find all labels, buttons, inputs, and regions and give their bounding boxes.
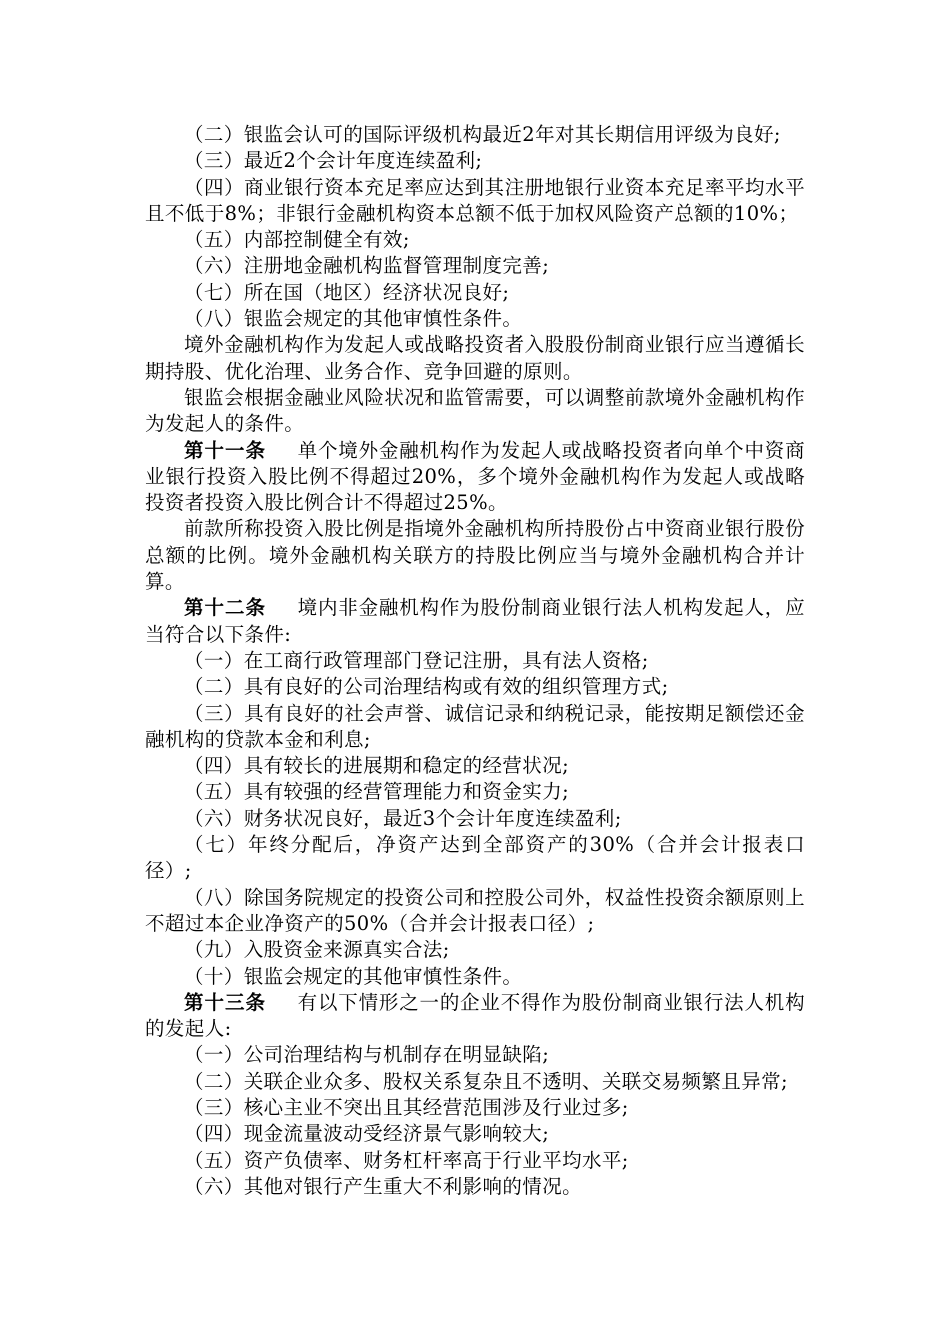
document-body [145, 122, 805, 1200]
paragraph-text: （四）商业银行资本充足率应达到其注册地银行业资本充足率平均水平且不低于8%；非银行金融机构资本总额不低于加权风险资产总额的10%； [145, 175, 805, 225]
paragraph-text: 单个境外金融机构作为发起人或战略投资者向单个中资商业银行投资入股比例不得超过20%，多个境外金融机构作为发起人或战略投资者投资入股比例合计不得超过25%。 [145, 438, 805, 515]
paragraph-text: （二）银监会认可的国际评级机构最近2年对其长期信用评级为良好; [184, 123, 781, 146]
document-paragraph [145, 253, 805, 279]
paragraph-text: （四）现金流量波动受经济景气影响较大; [184, 1122, 550, 1146]
paragraph-text: （二）具有良好的公司治理结构或有效的组织管理方式; [184, 675, 669, 699]
paragraph-text: 银监会根据金融业风险状况和监管需要，可以调整前款境外金融机构作为发起人的条件。 [145, 385, 805, 436]
document-paragraph [145, 1121, 805, 1147]
document-paragraph [145, 1148, 805, 1174]
document-paragraph [145, 385, 805, 438]
document-paragraph [145, 701, 805, 754]
document-paragraph [145, 885, 805, 938]
document-paragraph [145, 280, 805, 306]
document-paragraph [145, 516, 805, 595]
document-paragraph [145, 148, 805, 174]
paragraph-text: （三）核心主业不突出且其经营范围涉及行业过多; [184, 1095, 629, 1119]
paragraph-text: 有以下情形之一的企业不得作为股份制商业银行法人机构的发起人: [145, 990, 805, 1041]
paragraph-text: （七）所在国（地区）经济状况良好; [184, 280, 510, 304]
paragraph-text: （四）具有较长的进展期和稳定的经营状况; [184, 754, 570, 778]
document-paragraph [145, 806, 805, 832]
article-paragraph [145, 595, 805, 648]
document-paragraph [145, 648, 805, 674]
document-paragraph [145, 1069, 805, 1095]
document-paragraph [145, 175, 805, 228]
article-paragraph [145, 438, 805, 517]
document-paragraph [145, 306, 805, 332]
document-paragraph [145, 227, 805, 253]
document-paragraph [145, 1042, 805, 1068]
paragraph-text: （三）具有良好的社会声誉、诚信记录和纳税记录，能按期足额偿还金融机构的贷款本金和利息; [145, 701, 805, 751]
paragraph-text: （七）年终分配后，净资产达到全部资产的30%（合并会计报表口径）; [145, 833, 805, 883]
paragraph-text: （六）其他对银行产生重大不利影响的情况。 [184, 1174, 583, 1198]
paragraph-text: （六）注册地金融机构监督管理制度完善; [184, 254, 550, 278]
paragraph-text: （二）关联企业众多、股权关系复杂且不透明、关联交易频繁且异常; [184, 1069, 788, 1093]
paragraph-text: （五）资产负债率、财务杠杆率高于行业平均水平; [184, 1148, 629, 1172]
paragraph-text: 境外金融机构作为发起人或战略投资者入股股份制商业银行应当遵循长期持股、优化治理、业务合作、竞争回避的原则。 [145, 333, 805, 383]
document-paragraph [145, 779, 805, 805]
paragraph-text: （九）入股资金来源真实合法; [184, 938, 450, 962]
paragraph-text: （五）内部控制健全有效; [184, 228, 410, 252]
document-paragraph [145, 964, 805, 990]
paragraph-text: （一）公司治理结构与机制存在明显缺陷; [184, 1043, 550, 1067]
paragraph-text: 前款所称投资入股比例是指境外金融机构所持股份占中资商业银行股份总额的比例。境外金融机构关联方的持股比例应当与境外金融机构合并计算。 [145, 517, 805, 594]
paragraph-text: （五）具有较强的经营管理能力和资金实力; [184, 780, 570, 804]
document-paragraph [145, 937, 805, 963]
document-paragraph [145, 1174, 805, 1200]
paragraph-text: （八）银监会规定的其他审慎性条件。 [184, 307, 523, 331]
article-number: 第十一条 [184, 438, 267, 462]
paragraph-text: （八）除国务院规定的投资公司和控股公司外，权益性投资余额原则上不超过本企业净资产的50%（合并会计报表口径）; [145, 885, 805, 935]
document-paragraph [145, 832, 805, 885]
article-number: 第十三条 [184, 990, 267, 1014]
paragraph-text: （十）银监会规定的其他审慎性条件。 [184, 964, 523, 988]
paragraph-text: 境内非金融机构作为股份制商业银行法人机构发起人，应当符合以下条件: [145, 596, 805, 646]
document-paragraph [145, 122, 805, 148]
paragraph-text: （六）财务状况良好，最近3个会计年度连续盈利; [184, 806, 622, 830]
document-paragraph [145, 753, 805, 779]
article-number: 第十二条 [184, 596, 267, 620]
document-paragraph [145, 674, 805, 700]
paragraph-text: （三）最近2个会计年度连续盈利; [184, 149, 483, 173]
article-paragraph [145, 990, 805, 1043]
document-paragraph [145, 1095, 805, 1121]
document-paragraph [145, 332, 805, 385]
paragraph-text: （一）在工商行政管理部门登记注册，具有法人资格; [184, 648, 649, 672]
